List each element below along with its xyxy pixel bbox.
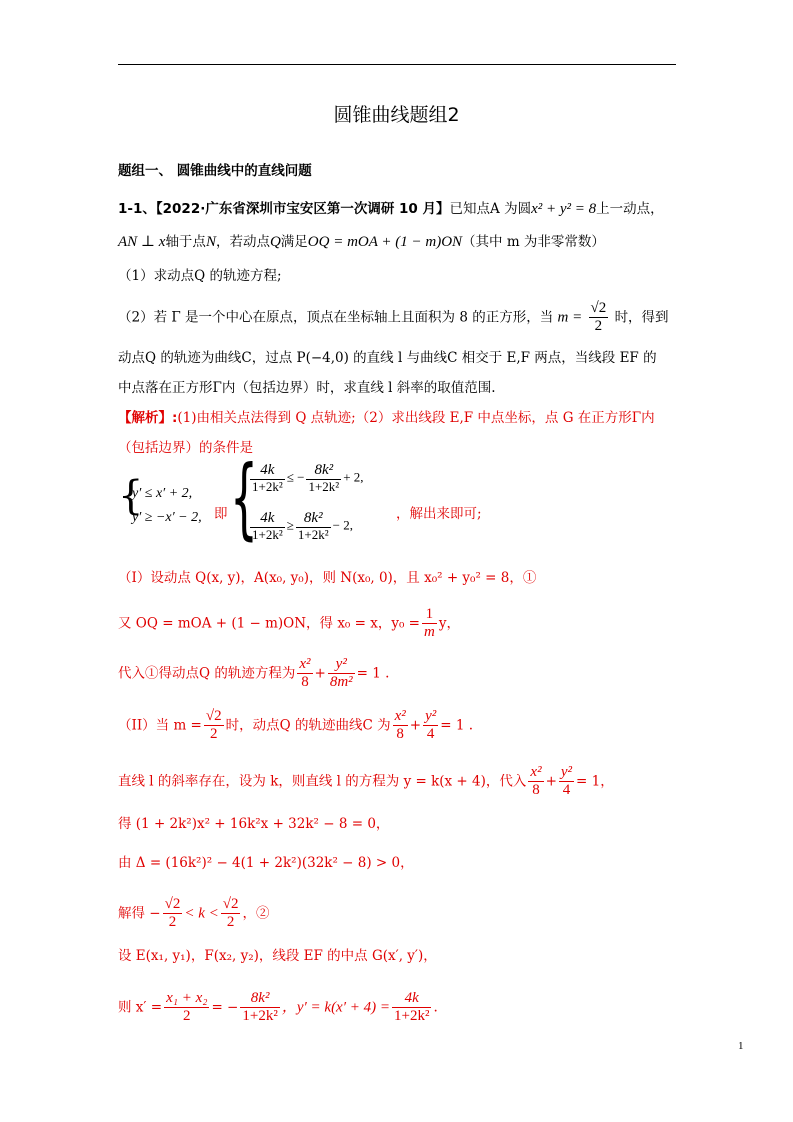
q2-fraction: $\frac{√2}{2}$ xyxy=(590,300,607,335)
problem-text-2d: ，若动点 xyxy=(215,234,270,250)
sys-r2-tail: − 2, xyxy=(332,517,353,533)
sys-r1-den-b: 1+2k² xyxy=(308,479,340,495)
s2-num: 1 xyxy=(422,606,437,624)
right-brace: { xyxy=(230,446,258,549)
s3-n1: x² xyxy=(297,656,312,674)
solution-1: （I）设动点 Q(x, y)，A(x₀, y₀)，则 N(x₀, 0)，且 x₀² + y₀² = 8，① xyxy=(118,570,537,586)
s8-b: ，② xyxy=(242,905,270,922)
s5-a: 直线 l 的斜率存在，设为 k，则直线 l 的方程为 y = k(x + 4)，代入 xyxy=(118,773,527,790)
s5-n2: y² xyxy=(559,764,574,782)
solution-3 xyxy=(118,656,389,692)
problem-text-2-tail: （其中 m 为非零常数） xyxy=(462,234,605,250)
s4-num: √2 xyxy=(204,708,224,726)
left-brace: { xyxy=(118,473,144,519)
s3-n2: y² xyxy=(328,656,355,674)
s10-mid: ，y′ = k(x′ + 4) = xyxy=(281,999,390,1016)
s8-n1: √2 xyxy=(163,896,183,914)
s4-b: 时，动点Q 的轨迹曲线C 为 xyxy=(225,717,391,734)
sys-left-1: y′ ≤ x′ + 2, xyxy=(132,486,193,501)
s8-d1: 2 xyxy=(168,914,177,931)
s10-d1: 2 xyxy=(183,1008,191,1025)
s10-n3: 4k xyxy=(392,990,431,1008)
analysis-line-1 xyxy=(118,410,655,426)
q2-m: m = xyxy=(557,309,583,326)
s10-d2: 1+2k² xyxy=(242,1008,278,1025)
s10-b: . xyxy=(433,999,438,1016)
page-title: 圆锥曲线题组2 xyxy=(333,104,460,126)
solution-4 xyxy=(118,708,473,744)
solution-7: 由 Δ = (16k²)² − 4(1 + 2k²)(32k² − 8) > 0， xyxy=(118,855,414,871)
sys-r1-num-b: 8k² xyxy=(306,462,341,480)
s3-d1: 8 xyxy=(301,674,309,691)
question-2-line-1 xyxy=(118,300,669,336)
solution-9: 设 E(x₁, y₁)，F(x₂, y₂)，线段 EF 的中点 G(x′, y′)， xyxy=(118,948,437,964)
s3-a: 代入①得动点Q 的轨迹方程为 xyxy=(118,665,296,682)
problem-line-1 xyxy=(118,200,664,218)
problem-text-1: 已知点A 为圆 xyxy=(449,201,532,217)
s2-a: 又 OQ = mOA + (1 − m)ON，得 x₀ = x，y₀ = xyxy=(118,615,420,632)
problem-line-2 xyxy=(118,233,605,251)
q2-post: 时，得到 xyxy=(614,309,669,326)
s4-d2: 4 xyxy=(426,726,435,743)
q2-pre: （2）若 Γ 是一个中心在原点，顶点在坐标轴上且面积为 8 的正方形，当 xyxy=(118,309,554,326)
s4-den: 2 xyxy=(209,726,218,743)
s8-n2: √2 xyxy=(221,896,241,914)
circle-equation: x² + y² = 8 xyxy=(531,201,597,217)
group-heading: 题组一、 圆锥曲线中的直线问题 xyxy=(118,163,312,179)
page-number: 1 xyxy=(738,1040,744,1052)
point-n: N xyxy=(205,234,216,250)
s4-n1: x² xyxy=(393,708,408,726)
analysis-line-2: （包括边界）的条件是 xyxy=(118,440,253,456)
question-2-line-2: 动点Q 的轨迹为曲线C，过点 P(−4,0) 的直线 l 与曲线C 相交于 E,F 两点，当线段 EF 的 xyxy=(118,350,657,366)
sys-r1-op: ≤ − xyxy=(286,469,305,485)
sys-r1-tail: + 2, xyxy=(343,469,364,485)
sys-right-1 xyxy=(248,462,364,495)
sys-r2-num-b: 8k² xyxy=(296,510,331,528)
solution-6: 得 (1 + 2k²)x² + 16k²x + 32k² − 8 = 0， xyxy=(118,816,390,832)
perp-expr: AN ⊥ x xyxy=(118,234,166,250)
s5-n1: x² xyxy=(528,764,543,782)
s3-d2: 8m² xyxy=(329,674,353,691)
s10-eq: = − xyxy=(211,999,239,1016)
sys-r2-op: ≥ xyxy=(286,517,294,533)
s10-a: 则 x′ = xyxy=(118,999,163,1016)
s5-d1: 8 xyxy=(532,782,540,799)
sys-ji: 即 xyxy=(214,506,228,522)
point-q: Q xyxy=(269,234,281,250)
s4-d1: 8 xyxy=(396,726,404,743)
sys-r2-num-a: 4k xyxy=(250,510,285,528)
header-rule xyxy=(118,64,676,65)
s4-c: = 1 . xyxy=(440,717,473,734)
problem-label: 1-1、【2022·广东省深圳市宝安区第一次调研 10 月】 xyxy=(118,201,450,217)
s10-n1: x₁ + x₂ xyxy=(164,990,209,1008)
problem-text-2f: 满足 xyxy=(280,234,308,250)
s8-d2: 2 xyxy=(226,914,235,931)
problem-text-2b: 轴于点 xyxy=(165,234,206,250)
solution-8 xyxy=(118,896,269,932)
problem-text-1-tail: 上一动点， xyxy=(596,201,664,217)
s8-mid: < k < xyxy=(184,905,219,922)
s3-plus: + xyxy=(314,665,326,682)
sys-r1-den-a: 1+2k² xyxy=(252,479,283,495)
vector-equation: OQ = mOA + (1 − m)ON xyxy=(307,234,463,250)
analysis-label: 【解析】: xyxy=(118,410,178,426)
sys-after: ，解出来即可; xyxy=(396,506,482,522)
s2-b: y， xyxy=(438,615,460,632)
s4-a: （II）当 m = xyxy=(118,717,202,734)
s5-b: = 1， xyxy=(576,773,614,790)
s10-n2: 8k² xyxy=(240,990,279,1008)
solution-5 xyxy=(118,764,614,800)
solution-2 xyxy=(118,606,460,642)
s5-d2: 4 xyxy=(562,782,571,799)
s3-b: = 1 . xyxy=(356,665,390,682)
sys-r2-den-a: 1+2k² xyxy=(252,527,283,543)
sys-r1-num-a: 4k xyxy=(250,462,285,480)
s10-d3: 1+2k² xyxy=(394,1008,430,1025)
s2-den: m xyxy=(424,624,435,641)
s4-n2: y² xyxy=(423,708,438,726)
s8-a: 解得 − xyxy=(118,905,161,922)
question-2-line-3: 中点落在正方形Γ内（包括边界）时，求直线 l 斜率的取值范围. xyxy=(118,380,496,396)
question-1: （1）求动点Q 的轨迹方程; xyxy=(118,268,282,284)
s5-plus: + xyxy=(545,773,557,790)
sys-r2-den-b: 1+2k² xyxy=(297,527,329,543)
analysis-text-1: (1)由相关点法得到 Q 点轨迹;（2）求出线段 E,F 中点坐标，点 G 在正方形Γ内 xyxy=(177,410,655,426)
sys-right-2 xyxy=(248,510,353,543)
s4-plus: + xyxy=(409,717,422,734)
solution-10 xyxy=(118,990,438,1026)
sys-left-2: y′ ≥ −x′ − 2, xyxy=(132,510,202,525)
